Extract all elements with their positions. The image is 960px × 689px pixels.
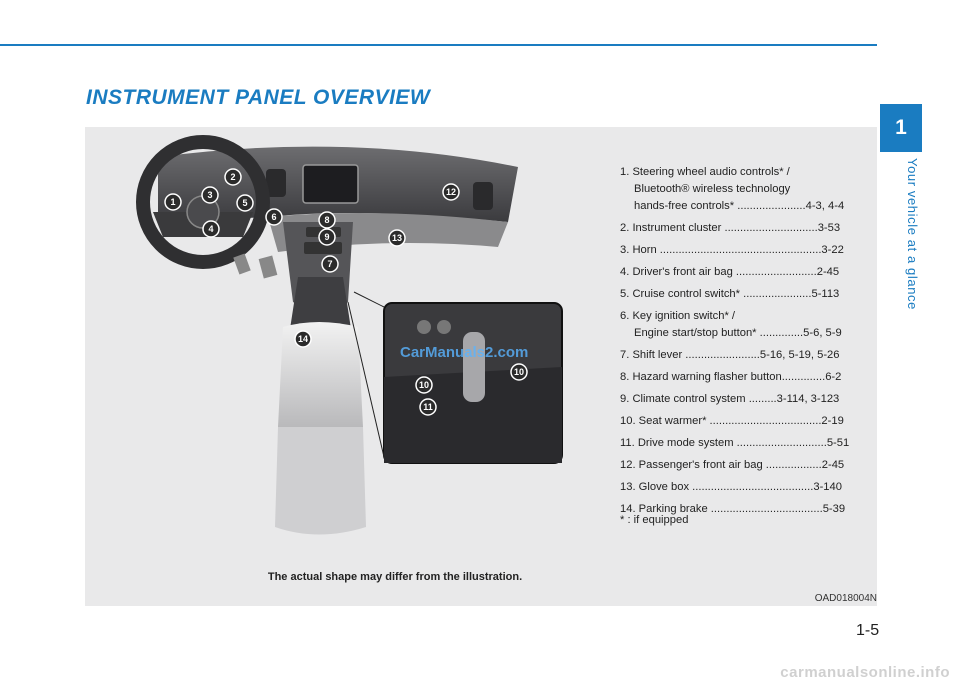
legend-item: 8. Hazard warning flasher button..............6-2	[620, 371, 842, 383]
legend-item: 12. Passenger's front air bag ..................2-45	[620, 459, 845, 471]
legend-item: 14. Parking brake ....................................5-39	[620, 503, 846, 515]
legend-item: 5. Cruise control switch* ......................5-113	[620, 288, 840, 300]
callout-7: 7	[327, 259, 333, 269]
page-number: 1-5	[856, 622, 880, 639]
callout-2: 2	[230, 172, 236, 182]
callout-11-inset: 11	[423, 402, 433, 412]
shift-lever	[463, 332, 485, 402]
watermark-site: carmanualsonline.info	[780, 664, 950, 681]
callout-8: 8	[324, 215, 330, 225]
callout-14: 14	[297, 334, 309, 344]
callout-9: 9	[324, 232, 330, 242]
chapter-label: Your vehicle at a glance	[905, 158, 920, 310]
callout-10-inset-right: 10	[513, 367, 525, 377]
legend-item: 13. Glove box .......................................3-140	[620, 481, 842, 493]
legend-item: 2. Instrument cluster ..............................3-53	[620, 222, 841, 234]
callout-1: 1	[170, 197, 176, 207]
legend-item: 3. Horn ....................................................3-22	[620, 244, 844, 256]
legend-item: 1. Steering wheel audio controls* / Bluetooth® wireless technology hands-free controls* ......................4-3, 4-4	[620, 166, 845, 212]
callout-13: 13	[391, 233, 403, 243]
legend-item: 9. Climate control system .........3-114, 3-123	[620, 393, 840, 405]
passenger-vent	[473, 182, 493, 210]
page-title: INSTRUMENT PANEL OVERVIEW	[86, 86, 431, 109]
infotainment-screen	[303, 165, 358, 203]
legend-item: 11. Drive mode system .............................5-51	[620, 437, 850, 449]
parts-legend	[620, 164, 870, 523]
image-code: OAD018004N	[814, 593, 877, 604]
legend-item: 4. Driver's front air bag ..........................2-45	[620, 266, 840, 278]
legend-item: 10. Seat warmer* ....................................2-19	[620, 415, 844, 427]
rear-console	[275, 427, 366, 535]
callout-4: 4	[208, 224, 214, 234]
callout-3: 3	[207, 190, 213, 200]
header-rule	[0, 44, 877, 46]
callout-5: 5	[242, 198, 248, 208]
legend-item: 7. Shift lever ........................5-16, 5-19, 5-26	[620, 349, 840, 361]
armrest	[278, 322, 363, 427]
callout-6: 6	[271, 212, 277, 222]
watermark-overlay: CarManuals2.com	[400, 344, 529, 361]
footnote: * : if equipped	[620, 514, 689, 526]
dashboard-illustration	[118, 127, 580, 555]
callout-10-inset-left: 10	[418, 380, 430, 390]
chapter-tab[interactable]: 1	[880, 104, 922, 152]
legend-item: 6. Key ignition switch* / Engine start/stop button* ..............5-6, 5-9	[620, 310, 842, 339]
callout-12: 12	[445, 187, 457, 197]
illustration-caption: The actual shape may differ from the illustration.	[267, 571, 523, 583]
